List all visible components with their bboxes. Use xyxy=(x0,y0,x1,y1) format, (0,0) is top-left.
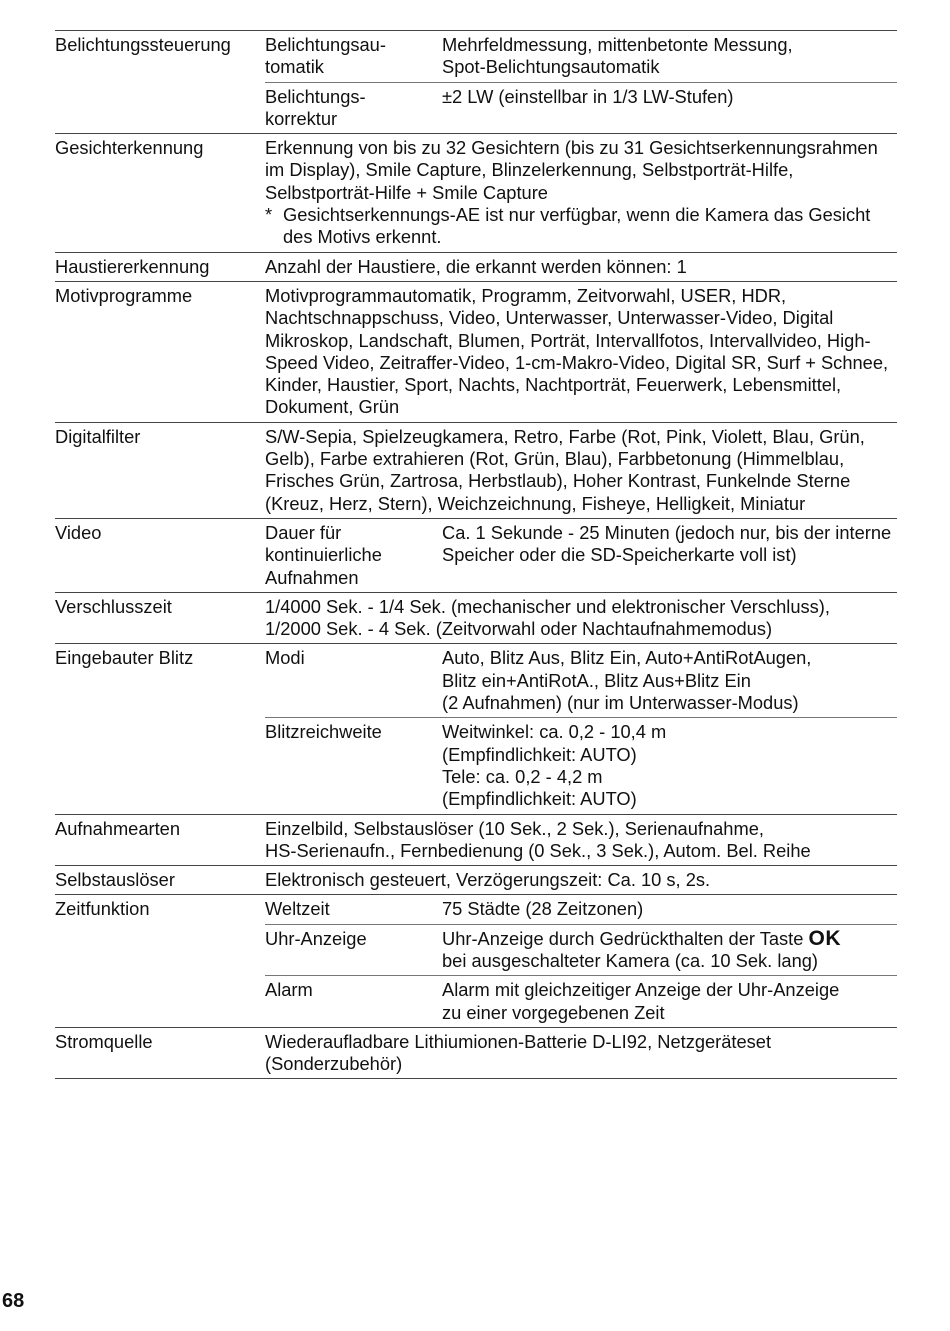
spec-value: Wiederaufladbare Lithiumionen-Batterie D-LI92, Netzgeräteset (Sonderzubehör) xyxy=(265,1030,772,1075)
spec-sub-label: Modi xyxy=(265,647,305,669)
spec-value xyxy=(442,928,897,973)
spec-label: Stromquelle xyxy=(55,1030,153,1052)
spec-label: Haustiererkennung xyxy=(55,255,210,277)
spec-label: Digitalfilter xyxy=(55,425,141,447)
spec-value: Weitwinkel: ca. 0,2 - 10,4 m (Empfindlichkeit: AUTO) Tele: ca. 0,2 - 4,2 m (Empfindlichkeit: AUTO) xyxy=(442,721,667,810)
spec-sub-label: Belichtungs- korrektur xyxy=(265,85,366,129)
spec-sub-label: Blitzreichweite xyxy=(265,721,382,743)
spec-value: Auto, Blitz Aus, Blitz Ein, Auto+AntiRotAugen, Blitz ein+AntiRotA., Blitz Aus+Blitz Ein (2 Aufnahmen) (nur im Unterwasser-Modus) xyxy=(442,647,812,714)
spec-sub-label: Dauer für kontinuierliche Aufnahmen xyxy=(265,521,382,588)
spec-row-stromquelle xyxy=(55,1027,897,1079)
page-number: 68 xyxy=(2,1290,25,1312)
spec-label: Video xyxy=(55,521,102,543)
spec-value: Erkennung von bis zu 32 Gesichtern (bis zu 31 Gesichtserkennungsrahmen im Display), Smile Capture, Blinzelerkennung, Selbstporträt-Hilfe, Selbstporträt-Hilfe + Smile Capture xyxy=(265,137,878,203)
spec-label: Selbstauslöser xyxy=(55,869,175,891)
spec-value: Mehrfeldmessung, mittenbetonte Messung, Spot-Belichtungsautomatik xyxy=(442,34,793,78)
spec-value-part: Uhr-Anzeige durch Gedrückthalten der Taste xyxy=(442,927,809,949)
spec-row-verschlusszeit xyxy=(55,592,897,644)
spec-row-aufnahmearten xyxy=(55,814,897,866)
spec-row-digitalfilter xyxy=(55,422,897,518)
footnote xyxy=(265,204,897,249)
spec-label: Belichtungssteuerung xyxy=(55,34,231,55)
spec-label: Verschlusszeit xyxy=(55,595,172,617)
spec-value-part: bei ausgeschalteter Kamera (ca. 10 Sek. lang) xyxy=(442,949,818,971)
footnote-text: Gesichtserkennungs-AE ist nur verfügbar, wenn die Kamera das Gesicht des Motivs erkennt. xyxy=(283,204,871,248)
spec-value: Alarm mit gleichzeitiger Anzeige der Uhr-Anzeige zu einer vorgegebenen Zeit xyxy=(442,979,840,1023)
spec-label: Eingebauter Blitz xyxy=(55,647,194,669)
spec-value: Elektronisch gesteuert, Verzögerungszeit: Ca. 10 s, 2s. xyxy=(265,869,711,891)
spec-row-belichtungssteuerung xyxy=(55,31,897,83)
spec-row-selbstausloeser xyxy=(55,866,897,895)
spec-row-gesichterkennung xyxy=(55,134,897,252)
spec-value: ±2 LW (einstellbar in 1/3 LW-Stufen) xyxy=(442,85,734,107)
spec-label: Motivprogramme xyxy=(55,284,193,306)
spec-row-video xyxy=(55,518,897,592)
spec-label: Aufnahmearten xyxy=(55,817,181,839)
spec-row-zeitfunktion xyxy=(55,895,897,924)
spec-sub-label: Belichtungsau- tomatik xyxy=(265,34,386,78)
spec-row-eingebauter-blitz xyxy=(55,644,897,718)
spec-row-motivprogramme xyxy=(55,281,897,422)
spec-sub-label: Weltzeit xyxy=(265,898,330,920)
spec-value: 75 Städte (28 Zeitzonen) xyxy=(442,898,644,920)
spec-value: Motivprogrammautomatik, Programm, Zeitvorwahl, USER, HDR, Nachtschnappschuss, Video, Unterwasser, Unterwasser-Video, Digital Mikroskop, Landschaft, Blumen, Porträt, Intervallfotos, Intervallvideo, High-Speed Video, Zeitraffer-Video, 1-cm-Makro-Video, Digital SR, Surf + Schnee, Kinder, Haustier, Sport, Nachts, Nachtporträt, Feuerwerk, Lebensmittel, Dokument, Grün xyxy=(265,284,889,418)
spec-value: Einzelbild, Selbstauslöser (10 Sek., 2 Sek.), Serienaufnahme, HS-Serienaufn., Fernbedienung (0 Sek., 3 Sek.), Autom. Bel. Reihe xyxy=(265,817,811,861)
spec-value: S/W-Sepia, Spielzeugkamera, Retro, Farbe (Rot, Pink, Violett, Blau, Grün, Gelb), Farbe extrahieren (Rot, Grün, Blau), Farbbetonung (Himmelblau, Frisches Grün, Zartrosa, Herbstlaub), Hoher Kontrast, Funkelnde Sterne (Kreuz, Herz, Stern), Weichzeichnung, Fisheye, Helligkeit, Miniatur xyxy=(265,425,865,514)
footnote-mark: * xyxy=(265,204,273,226)
specifications-table xyxy=(55,30,897,1079)
spec-row-haustiererkennung xyxy=(55,252,897,281)
spec-sub-label: Uhr-Anzeige xyxy=(265,927,367,949)
spec-value: 1/4000 Sek. - 1/4 Sek. (mechanischer und elektronischer Verschluss), 1/2000 Sek. - 4 Sek. (Zeitvorwahl oder Nachtaufnahmemodus) xyxy=(265,595,830,640)
spec-sub-label: Alarm xyxy=(265,979,313,1001)
spec-label: Zeitfunktion xyxy=(55,898,150,920)
spec-value: Ca. 1 Sekunde - 25 Minuten (jedoch nur, bis der interne Speicher oder die SD-Speicherkarte voll ist) xyxy=(442,521,892,566)
spec-label: Gesichterkennung xyxy=(55,137,204,159)
ok-button-icon: OK xyxy=(808,926,841,950)
spec-value: Anzahl der Haustiere, die erkannt werden können: 1 xyxy=(265,255,687,277)
